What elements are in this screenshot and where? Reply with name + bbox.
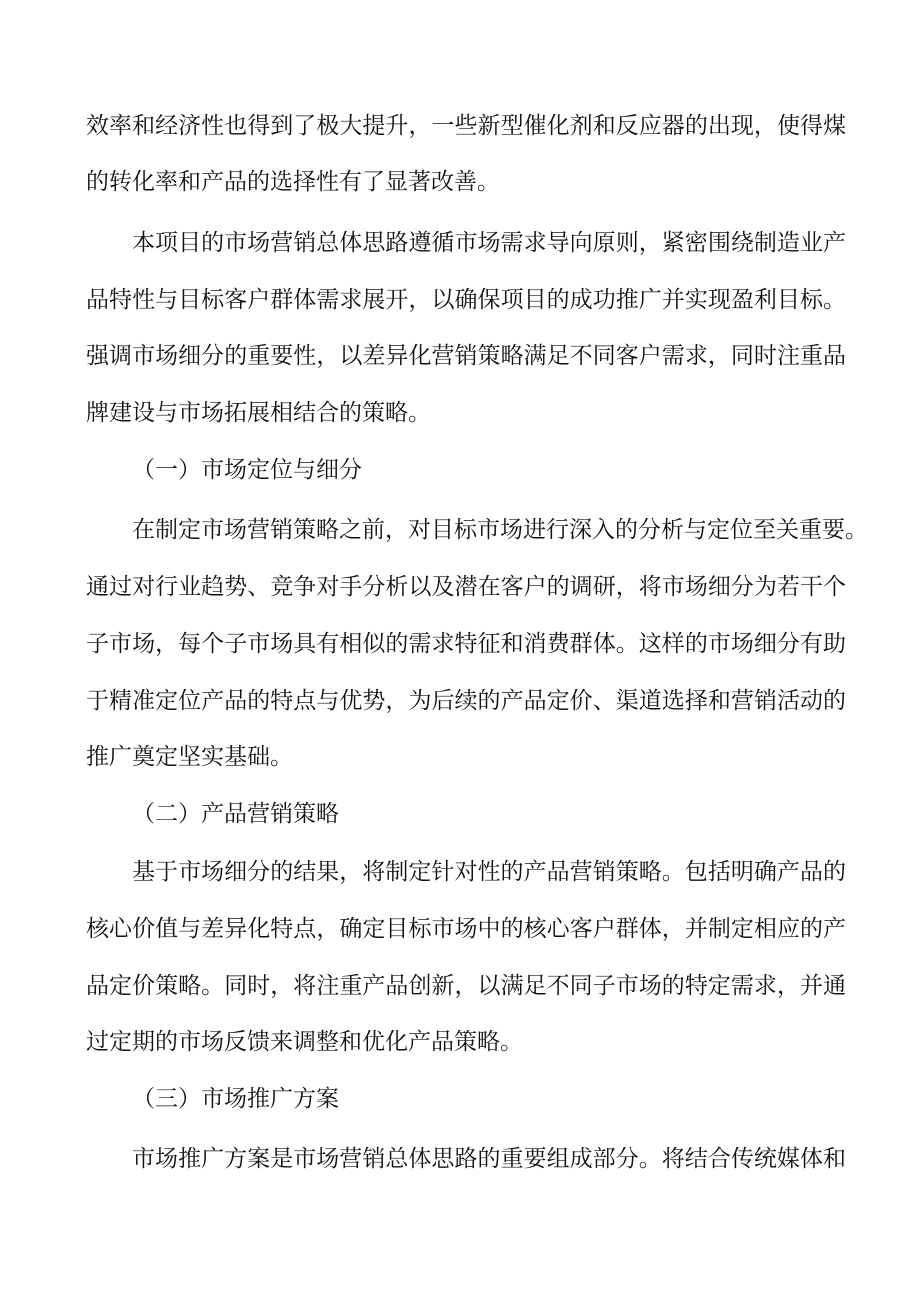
paragraph-line: 子市场，每个子市场具有相似的需求特征和消费群体。这样的市场细分有助	[86, 631, 846, 657]
paragraph-line: 核心价值与差异化特点，确定目标市场中的核心客户群体，并制定相应的产	[86, 916, 846, 942]
paragraph-line: 推广奠定坚实基础。	[86, 744, 293, 770]
paragraph-line: 牌建设与市场拓展相结合的策略。	[86, 400, 431, 426]
paragraph-line: 过定期的市场反馈来调整和优化产品策略。	[86, 1029, 523, 1055]
paragraph-line: 品特性与目标客户群体需求展开，以确保项目的成功推广并实现盈利目标。	[86, 287, 846, 313]
section-heading: （一）市场定位与细分	[132, 457, 362, 483]
paragraph-line: 的转化率和产品的选择性有了显著改善。	[86, 169, 500, 195]
paragraph-line: 品定价策略。同时，将注重产品创新，以满足不同子市场的特定需求，并通	[86, 973, 846, 999]
paragraph-line: 效率和经济性也得到了极大提升，一些新型催化剂和反应器的出现，使得煤	[86, 113, 846, 139]
paragraph-line: 本项目的市场营销总体思路遵循市场需求导向原则，紧密围绕制造业产	[132, 230, 846, 256]
section-heading: （二）产品营销策略	[132, 801, 339, 827]
paragraph-line: 强调市场细分的重要性，以差异化营销策略满足不同客户需求，同时注重品	[86, 343, 846, 369]
section-heading: （三）市场推广方案	[132, 1086, 339, 1112]
paragraph-line: 在制定市场营销策略之前，对目标市场进行深入的分析与定位至关重要。	[132, 517, 868, 543]
paragraph-line: 市场推广方案是市场营销总体思路的重要组成部分。将结合传统媒体和	[132, 1146, 846, 1172]
paragraph-line: 于精准定位产品的特点与优势，为后续的产品定价、渠道选择和营销活动的	[86, 688, 846, 714]
paragraph-line: 基于市场细分的结果，将制定针对性的产品营销策略。包括明确产品的	[132, 859, 846, 885]
paragraph-line: 通过对行业趋势、竞争对手分析以及潜在客户的调研，将市场细分为若干个	[86, 574, 846, 600]
